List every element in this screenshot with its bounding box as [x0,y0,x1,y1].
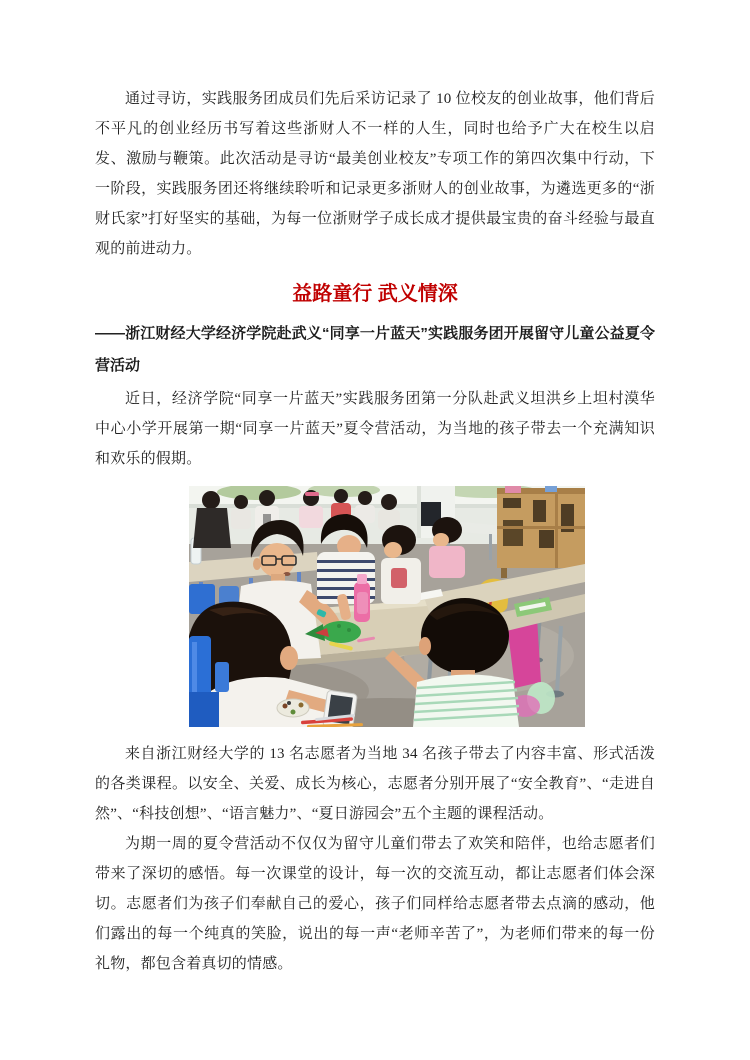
classroom-photo-illustration [189,486,585,727]
article-body [95,84,655,979]
paragraph-activity-intro: 近日，经济学院“同享一片蓝天”实践服务团第一分队赴武义坦洪乡上坦村漠华中心小学开展第一期“同享一片蓝天”夏令营活动，为当地的孩子带去一个充满知识和欢乐的假期。 [95,391,655,467]
section-subtitle: ——浙江财经大学经济学院赴武义“同享一片蓝天”实践服务团开展留守儿童公益夏令营活动 [95,325,655,374]
paragraph-reflection: 为期一周的夏令营活动不仅仅为留守儿童们带去了欢笑和陪伴，也给志愿者们带来了深切的感悟。每一次课堂的设计，每一次的交流互动，都让志愿者们体会深切。志愿者们为孩子们奉献自己的爱心，孩子们同样给志愿者带去点滴的感动，他们露出的每一个纯真的笑脸，说出的每一声“老师辛苦了”，为老师们带来的每一份礼物，都包含着真切的情感。 [95,836,655,972]
cabinet [497,486,585,578]
section-heading: 益路童行 武义情深 [292,283,458,305]
article-photo [189,486,585,727]
intro-paragraph: 通过寻访，实践服务团成员们先后采访记录了 10 位校友的创业故事，他们背后不平凡的创业经历书写着这些浙财人不一样的人生，同时也给予广大在校生以启发、激励与鞭策。此次活动是寻访“最美创业校友”专项工作的第四次集中行动，下一阶段，实践服务团还将继续聆听和记录更多浙财人的创业故事，为遴选更多的“浙财氏家”打好坚实的基础，为每一位浙财学子成长成才提供最宝贵的奋斗经验与最直观的前进动力。 [95,91,655,257]
paragraph-courses: 来自浙江财经大学的 13 名志愿者为当地 34 名孩子带去了内容丰富、形式活泼的各类课程。以安全、关爱、成长为核心，志愿者分别开展了“安全教育”、“走进自然”、“科技创想”、“语言魅力”、“夏日游园会”五个主题的课程活动。 [95,746,655,822]
